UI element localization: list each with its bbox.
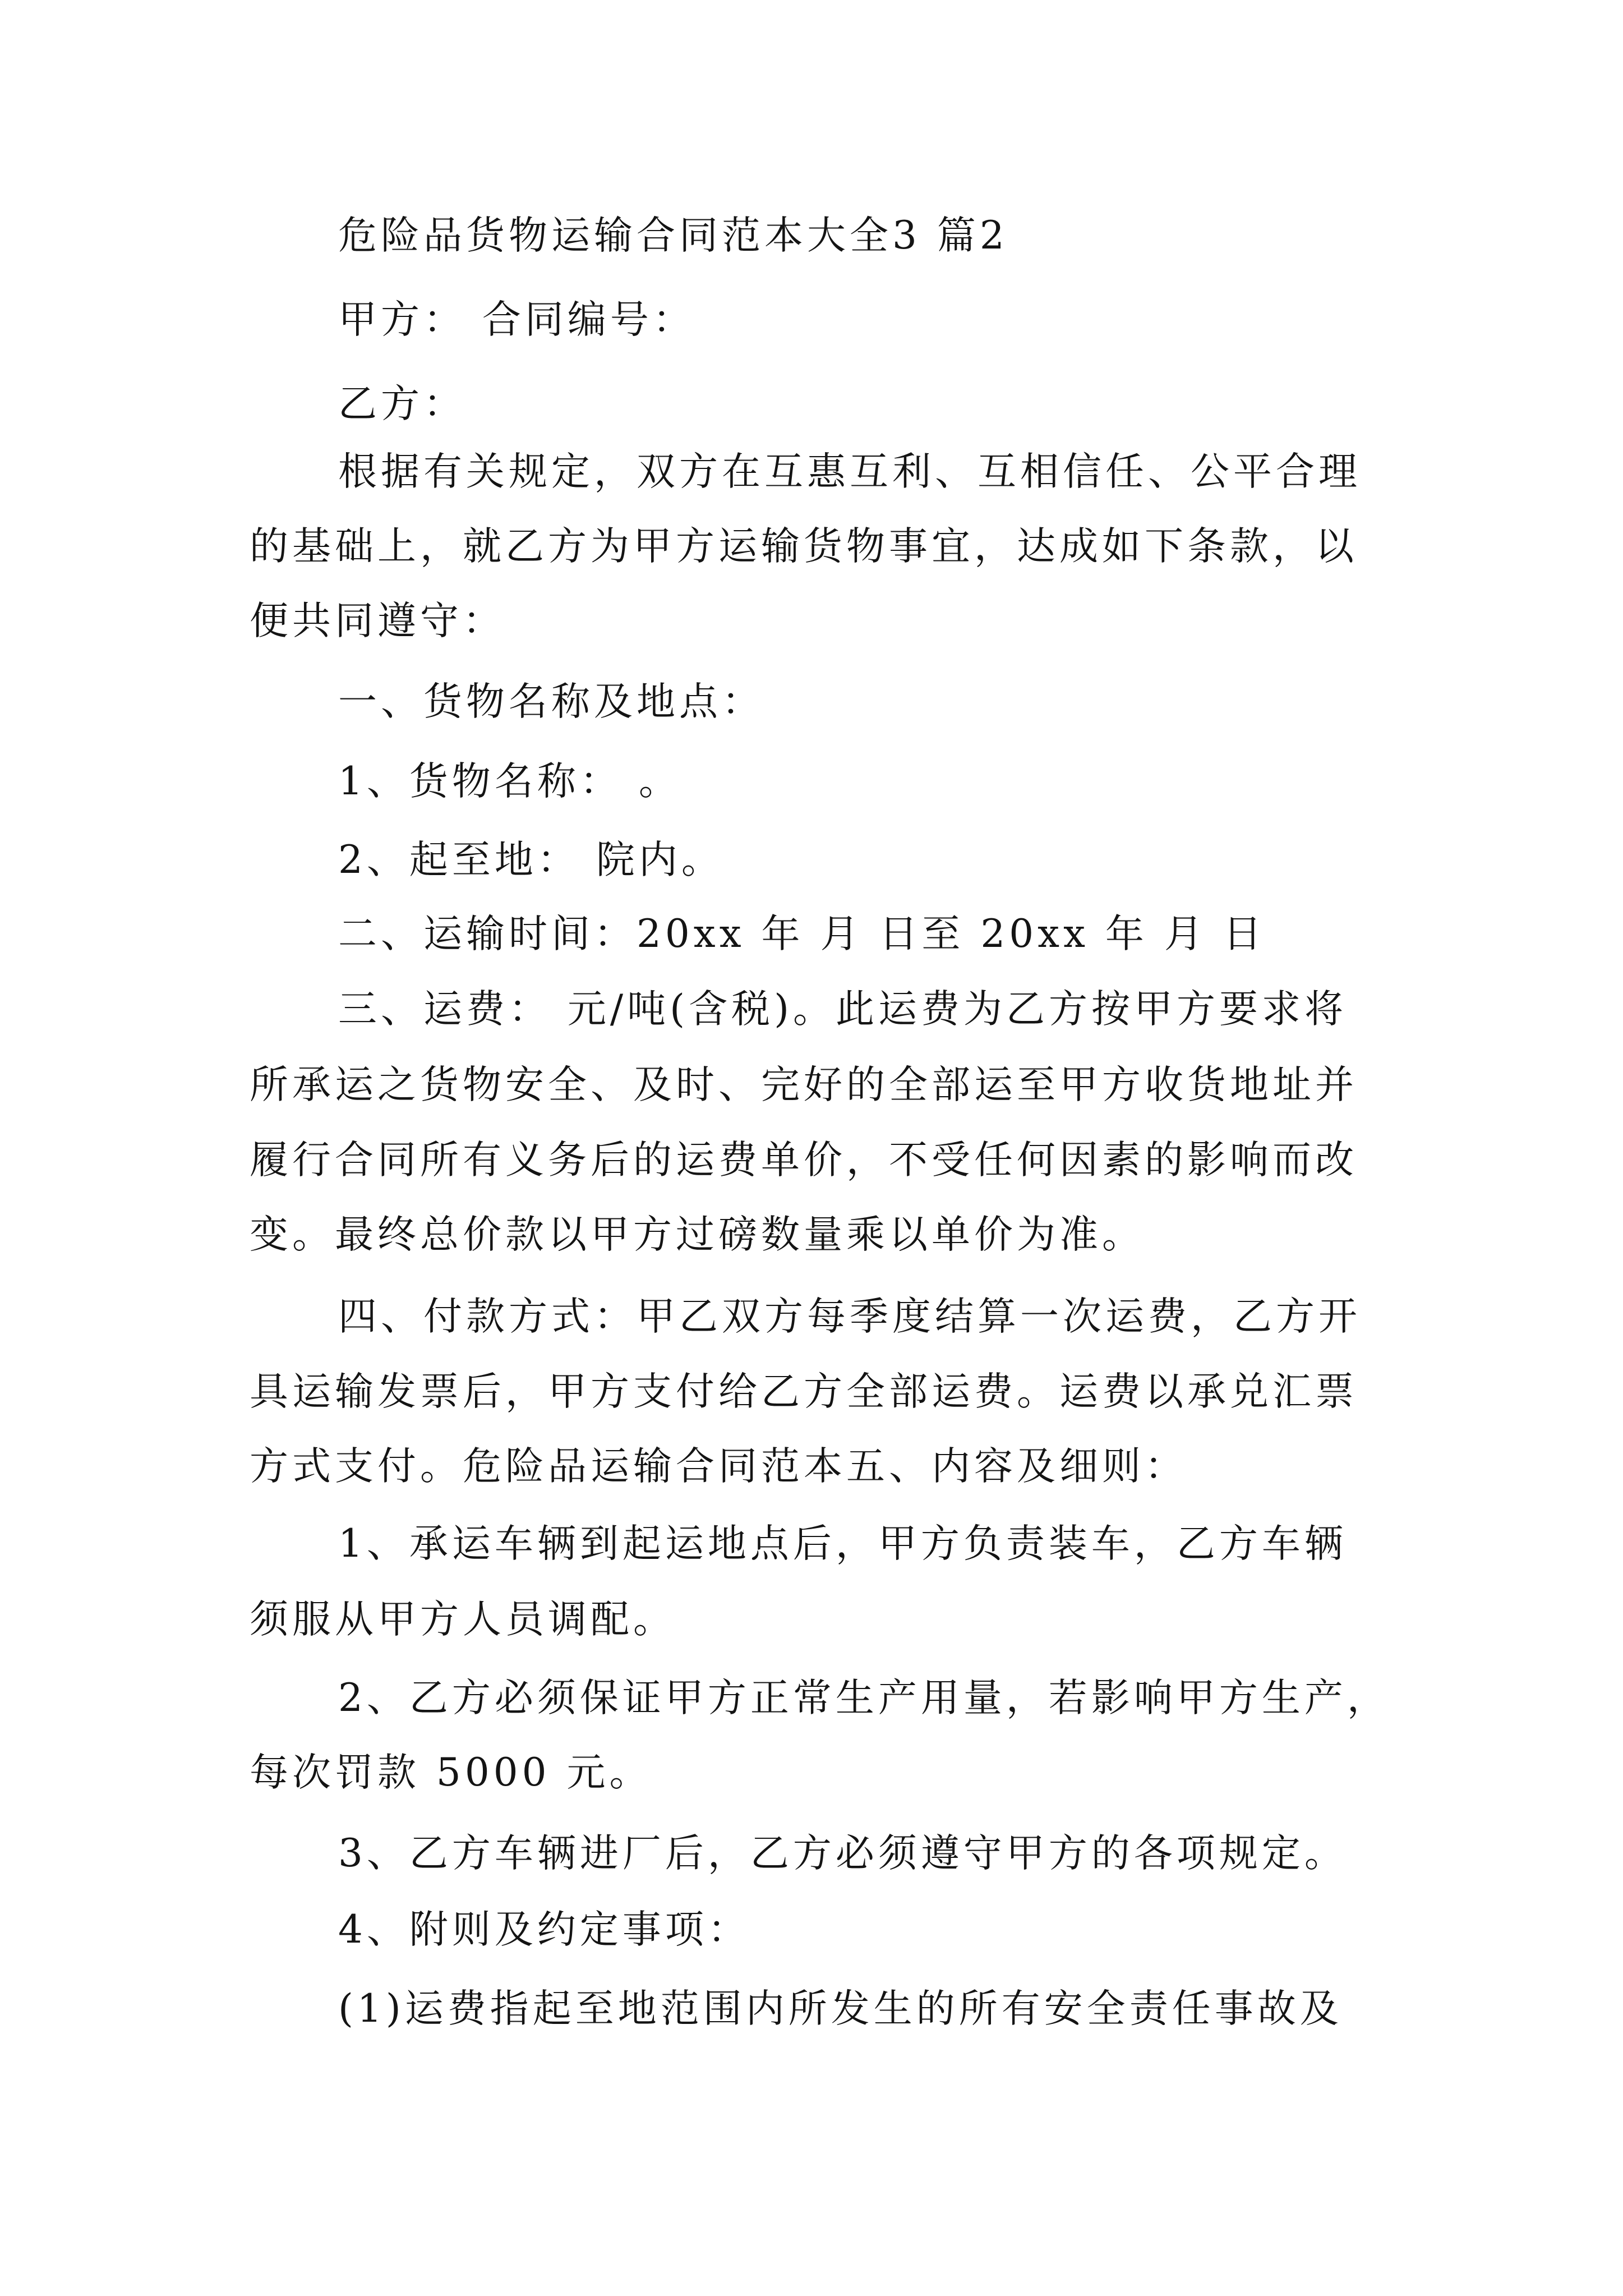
section-3-line-3: 履行合同所有义务后的运费单价，不受任何因素的影响而改 bbox=[250, 1138, 1358, 1182]
detail-4-sub-1: (1)运费指起至地范围内所发生的所有安全责任事故及 bbox=[338, 1986, 1343, 2031]
party-b-line: 乙方： bbox=[338, 381, 466, 426]
party-a-line: 甲方： 合同编号： bbox=[338, 297, 695, 342]
preamble-line-2: 的基础上，就乙方为甲方运输货物事宜，达成如下条款，以 bbox=[250, 524, 1358, 569]
preamble-line-3: 便共同遵守： bbox=[250, 599, 505, 643]
section-3-line-2: 所承运之货物安全、及时、完好的全部运至甲方收货地址并 bbox=[250, 1062, 1358, 1107]
detail-1-line-1: 1、承运车辆到起运地点后，甲方负责装车，乙方车辆 bbox=[338, 1521, 1347, 1566]
section-3-line-1: 三、运费： 元/吨(含税)。此运费为乙方按甲方要求将 bbox=[338, 987, 1348, 1032]
detail-4-heading: 4、附则及约定事项： bbox=[338, 1907, 750, 1952]
detail-2-line-2: 每次罚款 5000 元。 bbox=[250, 1750, 652, 1795]
section-4-line-3: 方式支付。危险品运输合同范本五、内容及细则： bbox=[250, 1444, 1187, 1489]
section-1-item-1: 1、货物名称： 。 bbox=[338, 759, 681, 804]
detail-3: 3、乙方车辆进厂后，乙方必须遵守甲方的各项规定。 bbox=[338, 1831, 1347, 1876]
section-3-line-4: 变。最终总价款以甲方过磅数量乘以单价为准。 bbox=[250, 1212, 1145, 1257]
section-4-line-1: 四、付款方式：甲乙双方每季度结算一次运费，乙方开 bbox=[338, 1294, 1361, 1339]
section-2-time: 二、运输时间：20xx 年 月 日至 20xx 年 月 日 bbox=[338, 912, 1266, 956]
section-4-line-2: 具运输发票后，甲方支付给乙方全部运费。运费以承兑汇票 bbox=[250, 1369, 1358, 1414]
detail-2-line-1: 2、乙方必须保证甲方正常生产用量，若影响甲方生产， bbox=[338, 1676, 1390, 1720]
detail-1-line-2: 须服从甲方人员调配。 bbox=[250, 1597, 676, 1642]
section-1-heading: 一、货物名称及地点： bbox=[338, 679, 764, 724]
document-title: 危险品货物运输合同范本大全3 篇2 bbox=[338, 213, 1008, 258]
section-1-item-2: 2、起至地： 院内。 bbox=[338, 838, 724, 882]
preamble-line-1: 根据有关规定，双方在互惠互利、互相信任、公平合理 bbox=[338, 449, 1361, 494]
